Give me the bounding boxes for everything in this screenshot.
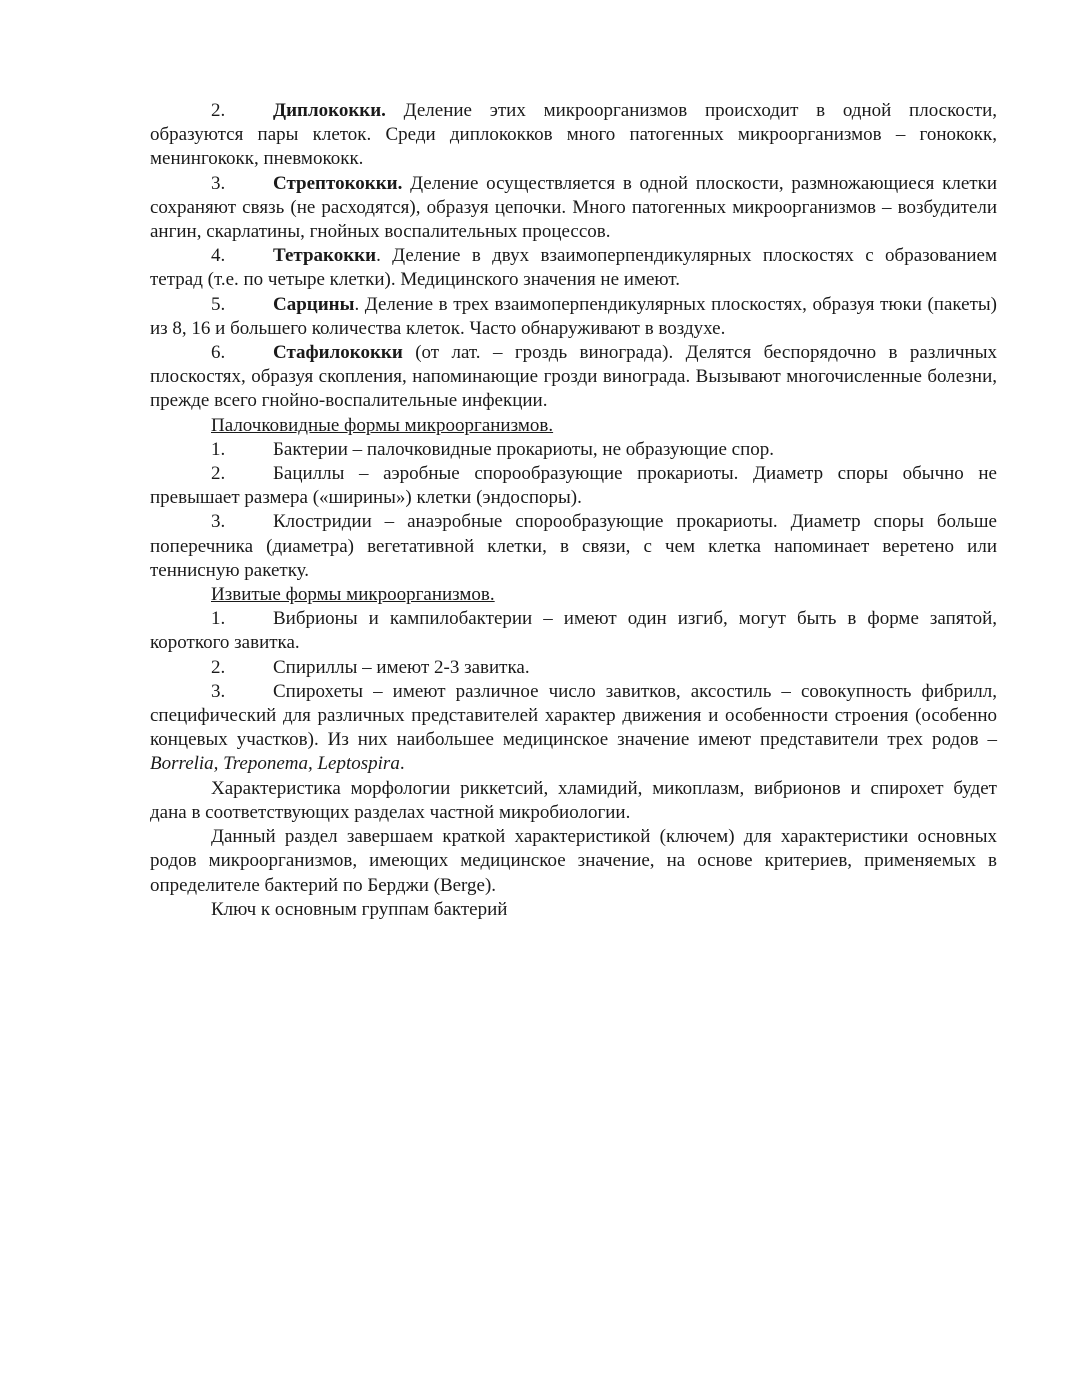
- item-number: 4.: [211, 245, 226, 267]
- item-text: Спириллы – имеют 2-3 завитка.: [273, 656, 530, 678]
- list-item-clostridia: [150, 510, 997, 583]
- genera-latin-names: Borrelia, Treponema, Leptospira: [150, 753, 400, 775]
- term-diplococci: Диплококки.: [273, 100, 386, 121]
- item-text: Деление этих микроорганизмов происходит в одной плоскости, образуются пары клеток. Среди диплококков много патогенных микроорганизмов – гонококк, менингококк, пневмококк.: [150, 100, 997, 170]
- item-number: 5.: [211, 293, 226, 315]
- item-text: Бактерии – палочковидные прокариоты, не образующие спор.: [273, 438, 775, 460]
- item-number: 2.: [211, 463, 226, 485]
- paragraph-key-title: Ключ к основным группам бактерий: [211, 898, 508, 920]
- item-text: Клостридии – анаэробные спорообразующие прокариоты. Диаметр споры больше поперечника (диаметра) вегетативной клетки, в связи, с чем клетка напоминает веретено или теннисную ракетку.: [150, 511, 997, 581]
- item-number: 1.: [211, 608, 226, 630]
- item-number: 1.: [211, 438, 226, 460]
- list-item-spirilla: [150, 656, 997, 680]
- list-item-vibrios: [150, 607, 997, 655]
- list-item-diplococci: [150, 99, 997, 172]
- list-item-sarcina: [150, 293, 997, 341]
- item-text: Спирохеты – имеют различное число завитков, аксостиль – совокупность фибрилл, специфический для различных представителей характер движения и особенности строения (особенно концевых участков). Из них наибольшее медицинское значение имеют представители трех родов –: [150, 680, 997, 751]
- section-heading-rod-forms: Палочковидные формы микроорганизмов.: [211, 414, 554, 436]
- item-number: 3.: [211, 172, 226, 194]
- item-number: 3.: [211, 511, 226, 533]
- list-item-streptococci: [150, 172, 997, 245]
- item-text: Деление осуществляется в одной плоскости, размножающиеся клетки сохраняют связь (не расходятся), образуя цепочки. Много патогенных микроорганизмов – возбудители ангин, скарлатины, гнойных воспалительных процессов.: [150, 172, 997, 243]
- term-tetracocci: Тетракокки: [273, 245, 377, 267]
- paragraph-key-intro: Данный раздел завершаем краткой характеристикой (ключем) для характеристики основных родов микроорганизмов, имеющих медицинское значение, на основе критериев, применяемых в определителе бактерий по Берджи (Berge).: [150, 826, 997, 896]
- item-text: Бациллы – аэробные спорообразующие прокариоты. Диаметр споры обычно не превышает размера («ширины») клетки (эндоспоры).: [150, 463, 997, 509]
- list-item-spirochetes: [150, 680, 997, 777]
- section-heading-spiral-forms: Извитые формы микроорганизмов.: [211, 584, 495, 606]
- list-item-tetracocci: [150, 244, 997, 292]
- item-number: 2.: [211, 656, 226, 678]
- item-text-end: .: [399, 753, 405, 775]
- item-text: . Деление в трех взаимоперпендикулярных плоскостях, образуя тюки (пакеты) из 8, 16 и большего количества клеток. Часто обнаруживают в воздухе.: [150, 293, 997, 339]
- term-sarcina: Сарцины: [273, 293, 355, 315]
- item-number: 3.: [211, 680, 226, 702]
- paragraph-morphology-note: Характеристика морфологии риккетсий, хламидий, микоплазм, вибрионов и спирохет будет дана в соответствующих разделах частной микробиологии.: [150, 777, 997, 823]
- item-text: (от лат. – гроздь винограда). Делятся беспорядочно в различных плоскостях, образуя скопления, напоминающие грозди винограда. Вызывают многочисленные болезни, прежде всего гнойно-воспалительные инфекции.: [150, 342, 997, 412]
- item-text: Вибрионы и кампилобактерии – имеют один изгиб, могут быть в форме запятой, короткого завитка.: [150, 608, 997, 654]
- list-item-bacteria: [150, 438, 997, 462]
- list-item-staphylococci: [150, 341, 997, 414]
- item-text: . Деление в двух взаимоперпендикулярных плоскостях с образованием тетрад (т.е. по четыре клетки). Медицинского значения не имеют.: [150, 245, 997, 291]
- item-number: 6.: [211, 342, 226, 364]
- list-item-bacilli: [150, 462, 997, 510]
- term-staphylococci: Стафилококки: [273, 342, 403, 364]
- item-number: 2.: [211, 100, 226, 121]
- term-streptococci: Стрептококки.: [273, 172, 403, 194]
- document-page: [150, 99, 997, 922]
